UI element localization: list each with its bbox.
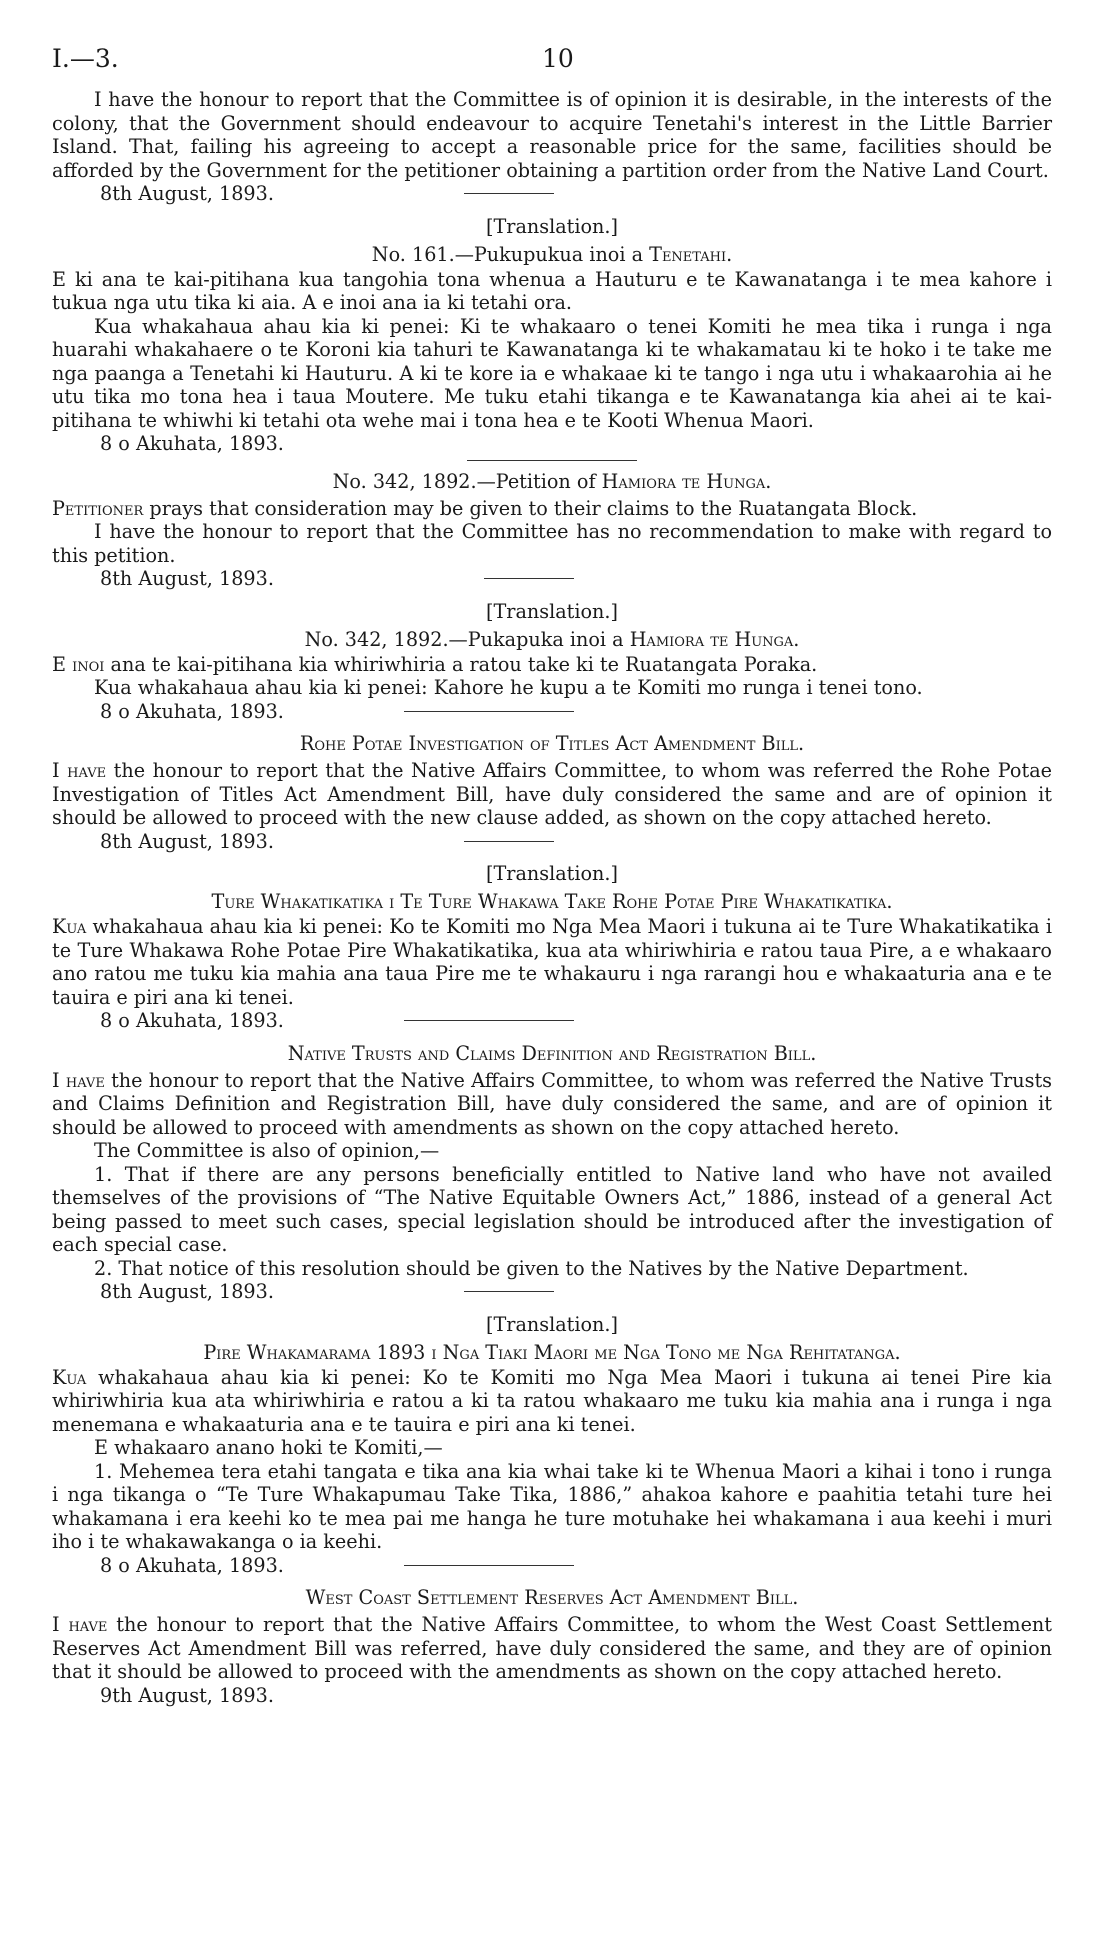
petition-342-report: I have the honour to report that the Committee has no recommendation to make with regard to this petition. — [52, 520, 1052, 567]
tenetahi-report-paragraph: I have the honour to report that the Committee is of opinion it is desirable, in the interests of the colony, that the Government should endeavour to acquire Tenetahi's interest in the Little Barrier Island. That, failing his agreeing to accept a reasonable price for the same, facilities should be afforded by the Government for the petitioner obtaining a partition order from the Native Land Court. — [52, 88, 1052, 182]
petition-342-date: 8th August, 1893. — [52, 567, 1052, 591]
divider — [404, 1020, 574, 1021]
page-header — [52, 44, 1052, 88]
divider — [467, 460, 637, 461]
petition-342-prayer: Petitioner prays that consideration may be given to their claims to the Ruatangata Block. — [52, 496, 918, 520]
petition-342-translation-report: Kua whakahaua ahau kia ki penei: Kahore he kupu a te Komiti mo runga i tenei tono. — [94, 676, 923, 699]
native-trusts-translation-resolution-1: 1. Mehemea tera etahi tangata e tika ana kia whai take ki te Whenua Maori a kihai i tono i runga i nga tikanga o “Te Ture Whakapumau Take Tika, 1886,” ahakoa kahore e paahitia tetahi ture hei whakamana i era keehi ko te mea pai me hanga he ture motuhake hei whakamana i aua keehi i muri iho i te whakawakanga o ia keehi. — [52, 1459, 1052, 1553]
rohe-potae-bill-title: Rohe Potae Investigation of Titles Act Amendment Bill. — [299, 732, 805, 755]
petition-342-title: No. 342, 1892.—Petition of Hamiora te Hunga. — [332, 469, 772, 493]
native-trusts-committee-opinion: The Committee is also of opinion,— — [94, 1139, 440, 1162]
rohe-potae-bill-report: I have the honour to report that the Native Affairs Committee, to whom was referred the Rohe Potae Investigation of Titles Act Amendment Bill, have duly considered the same and are of opinion it should be allowed to proceed with the new clause added, as shown on the copy attached hereto. — [52, 759, 1052, 829]
west-coast-bill-title: West Coast Settlement Reserves Act Amendment Bill. — [305, 1586, 799, 1609]
petition-342-translation-date: 8 o Akuhata, 1893. — [52, 700, 1052, 724]
petition-161-title: No. 161.—Pukupukua inoi a Tenetahi. — [371, 242, 733, 266]
west-coast-bill-report: I have the honour to report that the Native Affairs Committee, to whom the West Coast Settlement Reserves Act Amendment Bill was referred, have duly considered the same, and they are of opinion that it should be allowed to proceed with the amendments as shown on the copy attached hereto. — [52, 1613, 1052, 1683]
native-trusts-bill-date: 8th August, 1893. — [52, 1280, 1052, 1304]
rohe-potae-translation-date: 8 o Akuhata, 1893. — [52, 1009, 1052, 1033]
translation-label: [Translation.] — [485, 1312, 619, 1336]
divider — [464, 1291, 554, 1292]
rohe-potae-translation-report: Kua whakahaua ahau kia ki penei: Ko te Komiti mo Nga Mea Maori i tukuna ai te Ture Whakatikatika i te Ture Whakawa Rohe Potae Pire Whakatikatika, kua ata whiriwhiria e ratou taua Pire, a e whakaaro ano ratou me tuku kia mahia ana taua Pire me te whakauru i nga rarangi hou e whakaaturia ana e te tauira e piri ana ki tenei. — [52, 915, 1052, 1009]
document-page — [52, 44, 1052, 1707]
native-trusts-bill-report: I have the honour to report that the Native Affairs Committee, to whom was referred the Native Trusts and Claims Definition and Registration Bill, have duly considered the same, and are of opinion it should be allowed to proceed with amendments as shown on the copy attached hereto. — [52, 1068, 1052, 1139]
translation-label: [Translation.] — [485, 599, 619, 623]
divider — [404, 711, 574, 712]
paper-reference: I.—3. — [52, 44, 119, 73]
petition-342-translation-prayer: E inoi ana te kai-pitihana kia whiriwhiria a ratou take ki te Ruatangata Poraka. — [52, 652, 818, 676]
page-number: 10 — [542, 44, 574, 73]
native-trusts-translation-title: Pire Whakamarama 1893 i Nga Tiaki Maori me Nga Tono me Nga Rehitatanga. — [203, 1340, 901, 1364]
divider — [464, 193, 554, 194]
native-trusts-translation-date: 8 o Akuhata, 1893. — [52, 1554, 1052, 1578]
rohe-potae-bill-date: 8th August, 1893. — [52, 830, 1052, 854]
native-trusts-translation-report: Kua whakahaua ahau kia ki penei: Ko te Komiti mo Nga Mea Maori i tukuna ai tenei Pire kia whiriwhiria kua ata whiriwhiria e ratou a ki ta ratou whakaaro me tuku kia mahia ana i runga i nga menemana e whakaaturia ana e te tauira e piri ana ki tenei. — [52, 1365, 1052, 1436]
divider — [464, 841, 554, 842]
native-trusts-resolution-2: 2. That notice of this resolution should be given to the Natives by the Native Department. — [94, 1256, 969, 1280]
divider — [484, 578, 574, 579]
native-trusts-translation-opinion: E whakaaro anano hoki te Komiti,— — [94, 1436, 443, 1459]
petition-342-translation-title: No. 342, 1892.—Pukapuka inoi a Hamiora te Hunga. — [304, 627, 800, 651]
native-trusts-resolution-1: 1. That if there are any persons beneficially entitled to Native land who have not availed themselves of the provisions of “The Native Equitable Owners Act,” 1886, instead of a general Act being passed to meet such cases, special legislation should be introduced after the investigation of each special case. — [52, 1162, 1052, 1256]
west-coast-bill-date: 9th August, 1893. — [100, 1683, 274, 1707]
rohe-potae-translation-title: Ture Whakatikatika i Te Ture Whakawa Take Rohe Potae Pire Whakatikatika. — [211, 890, 893, 913]
translation-label: [Translation.] — [485, 214, 619, 238]
petition-161-report: Kua whakahaua ahau kia ki penei: Ki te whakaaro o tenei Komiti he mea tika i runga i nga huarahi whakahaere o te Koroni kia tahuri te Kawanatanga ki te whakamatau ki te hoko i te take me nga paanga a Tenetahi ki Hauturu. A ki te kore ia e whakaae ki te tango i nga utu i whakaarohia ai he utu tika mo tona hea i taua Moutere. Me tuku etahi tikanga e te Kawanatanga kia ahei ai te kai-pitihana te whiwhi ki tetahi ota wehe mai i tona hea e te Kooti Whenua Maori. — [52, 314, 1052, 432]
translation-label: [Translation.] — [485, 862, 619, 885]
native-trusts-bill-title: Native Trusts and Claims Definition and Registration Bill. — [287, 1041, 817, 1065]
petition-161-prayer: E ki ana te kai-pitihana kua tangohia tona whenua a Hauturu e te Kawanatanga i te mea kahore i tukua nga utu tika ki aia. A e inoi ana ia ki tetahi ora. — [52, 267, 1052, 314]
divider — [404, 1565, 574, 1566]
tenetahi-report-date: 8th August, 1893. — [52, 182, 1052, 206]
petition-161-date: 8 o Akuhata, 1893. — [100, 432, 284, 455]
